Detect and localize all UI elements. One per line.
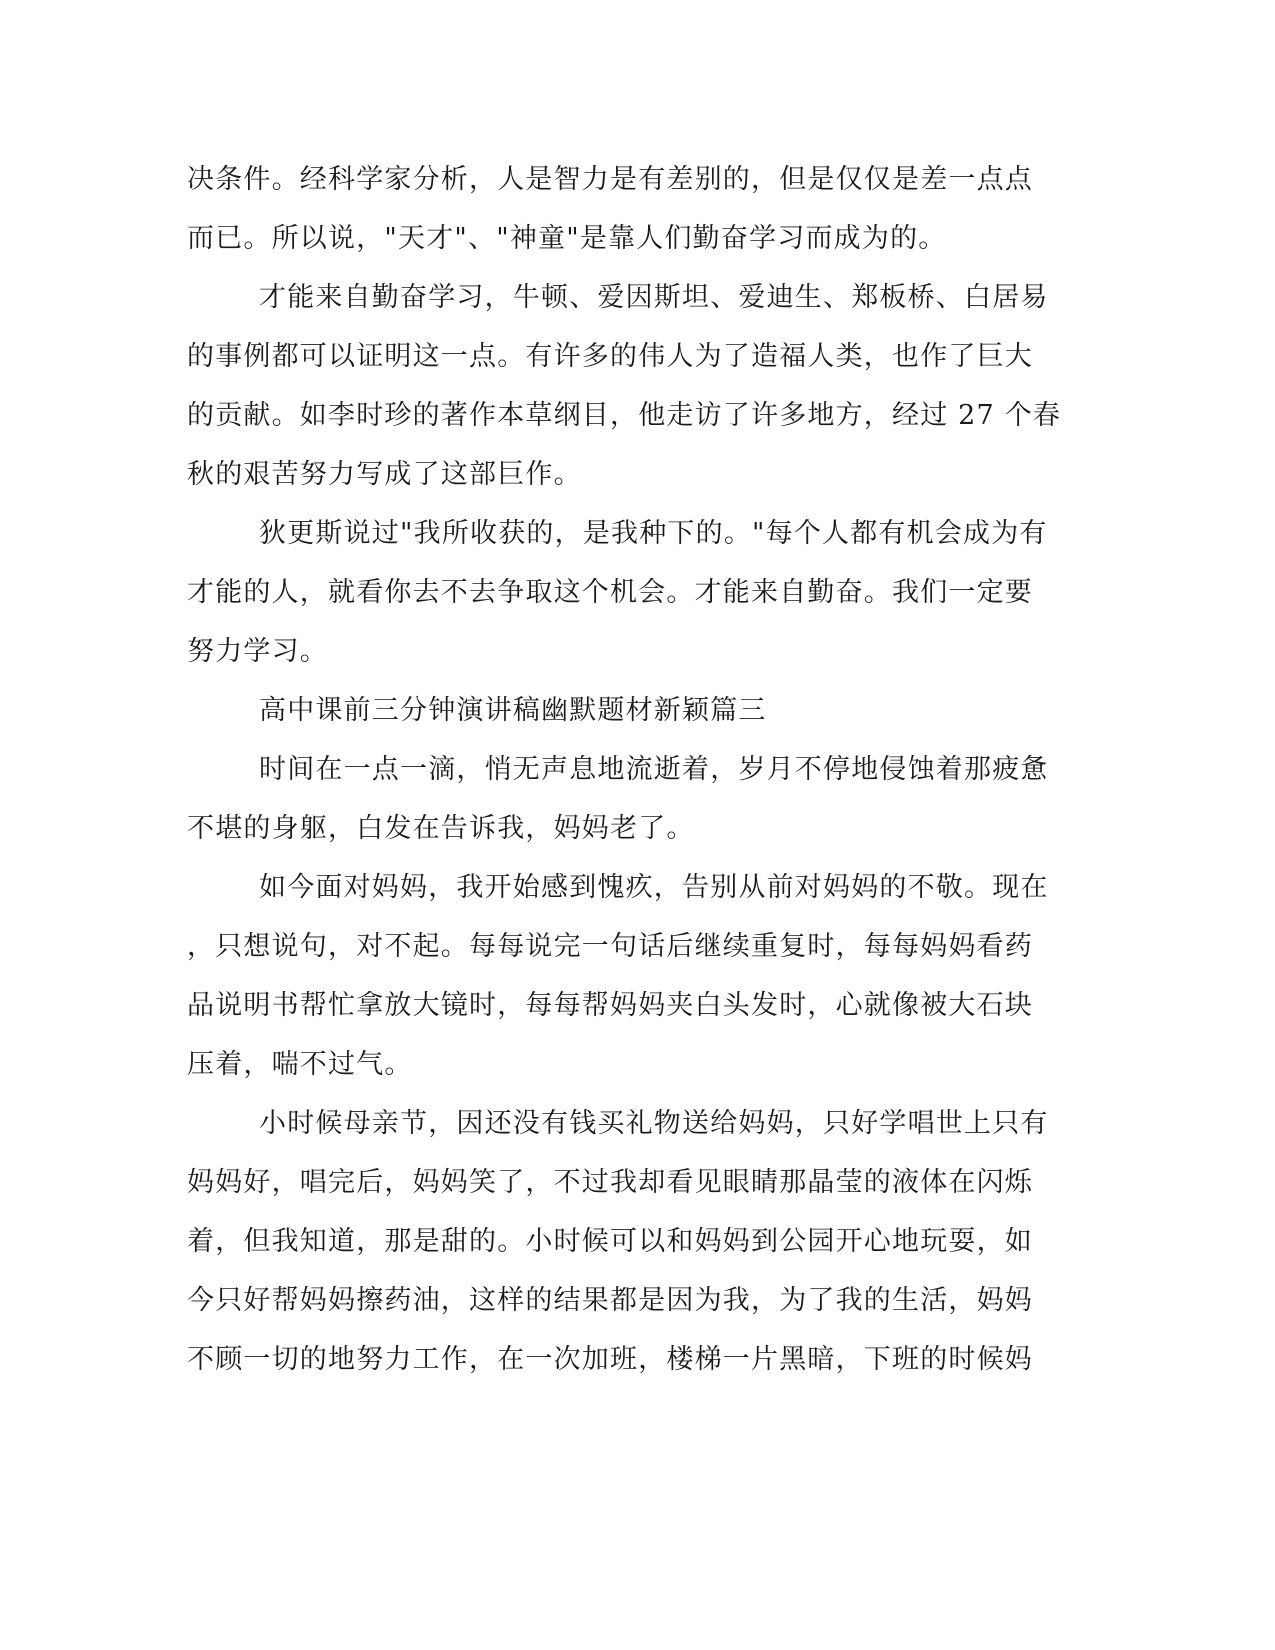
text-line: 品说明书帮忙拿放大镜时，每每帮妈妈夹白头发时，心就像被大石块 bbox=[187, 990, 1033, 1021]
paragraph-start-line: 狄更斯说过"我所收获的，是我种下的。"每个人都有机会成为有 bbox=[259, 518, 1048, 549]
text-line: 而已。所以说，"天才"、"神童"是靠人们勤奋学习而成为的。 bbox=[187, 223, 947, 254]
paragraph-start-line: 如今面对妈妈，我开始感到愧疚，告别从前对妈妈的不敬。现在 bbox=[259, 872, 1049, 903]
text-line: 的事例都可以证明这一点。有许多的伟人为了造福人类，也作了巨大 bbox=[187, 341, 1033, 372]
text-line: 决条件。经科学家分析，人是智力是有差别的，但是仅仅是差一点点 bbox=[187, 164, 1033, 195]
text-line: 秋的艰苦努力写成了这部巨作。 bbox=[187, 459, 582, 490]
text-line: 不堪的身躯，白发在告诉我，妈妈老了。 bbox=[187, 813, 695, 844]
text-line: 不顾一切的地努力工作，在一次加班，楼梯一片黑暗，下班的时候妈 bbox=[187, 1344, 1033, 1375]
text-line: 着，但我知道，那是甜的。小时候可以和妈妈到公园开心地玩耍，如 bbox=[187, 1226, 1033, 1257]
text-line: 妈妈好，唱完后，妈妈笑了，不过我却看见眼睛那晶莹的液体在闪烁 bbox=[187, 1167, 1033, 1198]
paragraph-start-line: 时间在一点一滴，悄无声息地流逝着，岁月不停地侵蚀着那疲惫 bbox=[259, 754, 1049, 785]
section-heading: 高中课前三分钟演讲稿幽默题材新颖篇三 bbox=[259, 695, 767, 726]
text-line: 压着，喘不过气。 bbox=[187, 1049, 413, 1080]
text-line: 的贡献。如李时珍的著作本草纲目，他走访了许多地方，经过 27 个春 bbox=[187, 400, 1062, 431]
text-line: 才能的人，就看你去不去争取这个机会。才能来自勤奋。我们一定要 bbox=[187, 577, 1033, 608]
paragraph-start-line: 小时候母亲节，因还没有钱买礼物送给妈妈，只好学唱世上只有 bbox=[259, 1108, 1049, 1139]
text-line: 今只好帮妈妈擦药油，这样的结果都是因为我，为了我的生活，妈妈 bbox=[187, 1285, 1033, 1316]
text-line: ，只想说句，对不起。每每说完一句话后继续重复时，每每妈妈看药 bbox=[187, 931, 1033, 962]
text-line: 努力学习。 bbox=[187, 636, 328, 667]
paragraph-start-line: 才能来自勤奋学习，牛顿、爱因斯坦、爱迪生、郑板桥、白居易 bbox=[259, 282, 1049, 313]
